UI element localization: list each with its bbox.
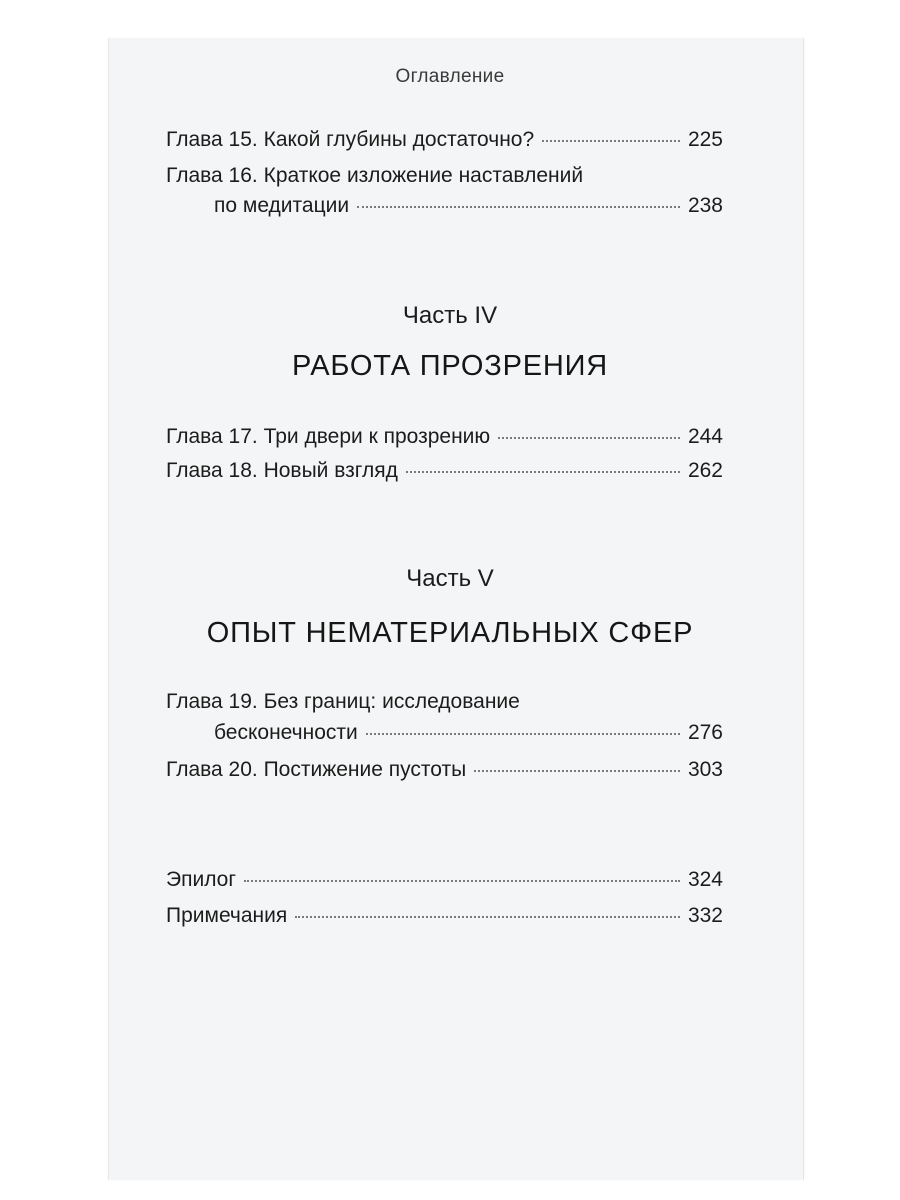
- toc-entry-label: Глава 17. Три двери к прозрению: [166, 425, 491, 448]
- dot-leader: [474, 770, 680, 772]
- toc-page-number: 262: [687, 459, 723, 482]
- dot-leader: [366, 733, 680, 735]
- part-4-title: РАБОТА ПРОЗРЕНИЯ: [292, 350, 608, 382]
- toc-entry-label: Эпилог: [166, 868, 237, 891]
- toc-page-number: 303: [687, 758, 723, 781]
- toc-page-number: 276: [687, 721, 723, 744]
- running-head: Оглавление: [395, 66, 505, 87]
- toc-page-number: 238: [687, 194, 723, 217]
- toc-entry-chapter-16: [214, 194, 723, 224]
- toc-entry-chapter-19: [214, 721, 723, 751]
- toc-page-number: 225: [687, 128, 723, 151]
- toc-page-number: 324: [687, 868, 723, 891]
- dot-leader: [542, 140, 680, 142]
- toc-entry-label: Примечания: [166, 904, 288, 927]
- toc-entry-label: по медитации: [214, 194, 350, 217]
- toc-entry-label: Глава 20. Постижение пустоты: [166, 758, 467, 781]
- toc-entry-epilogue: [166, 868, 723, 898]
- part-5-title: ОПЫТ НЕМАТЕРИАЛЬНЫХ СФЕР: [206, 617, 694, 649]
- toc-page-number: 332: [687, 904, 723, 927]
- toc-entry-notes: [166, 904, 723, 934]
- toc-entry-chapter-17: [166, 425, 723, 455]
- part-4-label: Часть IV: [402, 302, 498, 329]
- toc-entry-chapter-20: [166, 758, 723, 788]
- toc-entry-chapter-18: [166, 459, 723, 489]
- dot-leader: [406, 471, 680, 473]
- toc-entry-chapter-16-line1: Глава 16. Краткое изложение наставлений: [166, 164, 584, 187]
- toc-entry-label: Глава 15. Какой глубины достаточно?: [166, 128, 535, 151]
- dot-leader: [498, 437, 680, 439]
- toc-entry-chapter-15: [166, 128, 723, 158]
- dot-leader: [295, 916, 680, 918]
- toc-entry-chapter-19-line1: Глава 19. Без границ: исследование: [166, 690, 520, 713]
- toc-entry-label: бесконечности: [214, 721, 358, 744]
- dot-leader: [244, 880, 680, 882]
- dot-leader: [357, 206, 680, 208]
- toc-entry-label: Глава 18. Новый взгляд: [166, 459, 398, 482]
- part-5-label: Часть V: [406, 565, 494, 592]
- toc-page-number: 244: [687, 425, 723, 448]
